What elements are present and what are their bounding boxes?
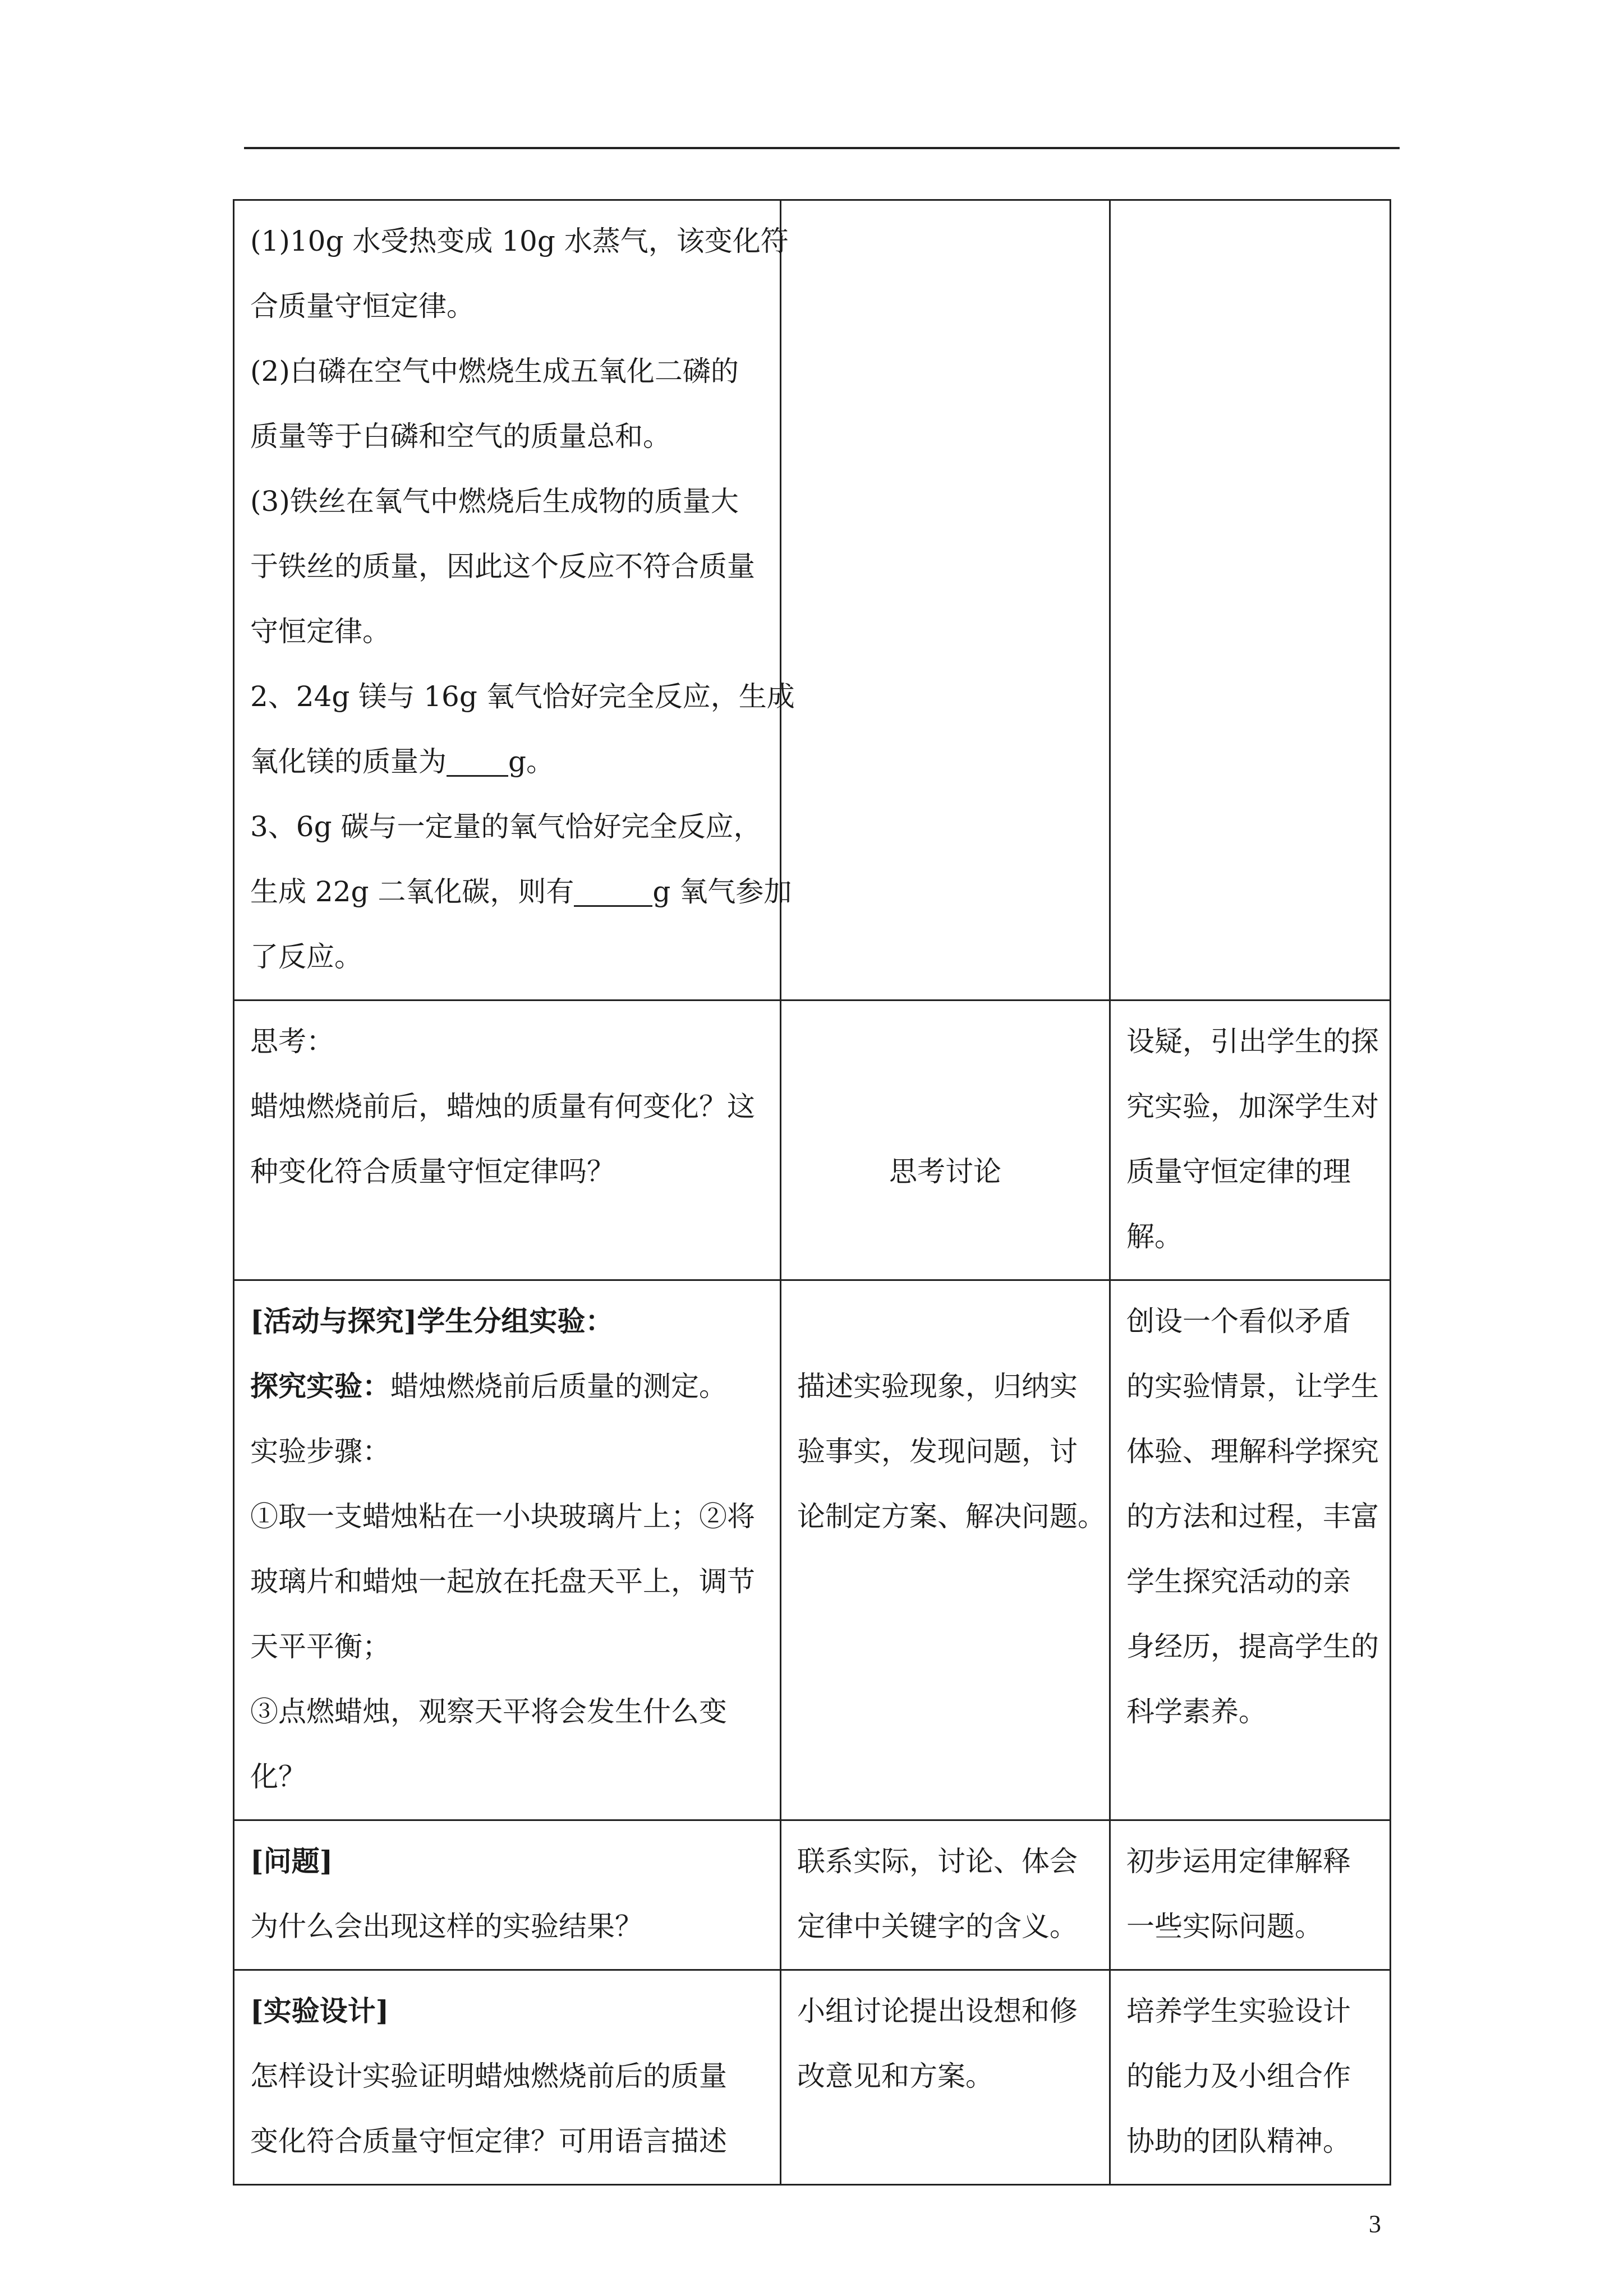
fill-in-prefix: 生成 22g 二氧化碳，则有 bbox=[250, 875, 574, 908]
cell-line: 小组讨论提出设想和修 bbox=[797, 1995, 1078, 2027]
section-heading: [活动与探究]学生分组实验： bbox=[250, 1304, 614, 1338]
content-cell bbox=[234, 1280, 781, 1820]
exercise-line: 于铁丝的质量，因此这个反应不符合质量 bbox=[250, 550, 755, 583]
cell-line: 联系实际，讨论、体会 bbox=[797, 1845, 1078, 1878]
design-intent-cell bbox=[1110, 1970, 1391, 2185]
section-heading: [实验设计] bbox=[250, 1994, 389, 2027]
cell-line: 变化符合质量守恒定律？可用语言描述 bbox=[250, 2125, 727, 2157]
table-row bbox=[234, 1001, 1391, 1280]
table-row bbox=[234, 1820, 1391, 1970]
cell-line: 怎样设计实验证明蜡烛燃烧前后的质量 bbox=[250, 2060, 727, 2092]
exercise-line: 守恒定律。 bbox=[250, 615, 390, 648]
cell-line: 解。 bbox=[1126, 1220, 1183, 1253]
experiment-title: 蜡烛燃烧前后质量的测定。 bbox=[390, 1370, 727, 1403]
table-row bbox=[234, 1970, 1391, 2185]
exercise-line: (2)白磷在空气中燃烧生成五氧化二磷的 bbox=[250, 355, 739, 388]
cell-line: 种变化符合质量守恒定律吗？ bbox=[250, 1155, 615, 1188]
empty-cell bbox=[781, 200, 1110, 1001]
cell-line: ③点燃蜡烛，观察天平将会发生什么变 bbox=[250, 1695, 727, 1728]
cell-line: 究实验，加深学生对 bbox=[1126, 1090, 1379, 1123]
cell-line: 科学素养。 bbox=[1126, 1695, 1267, 1728]
cell-line: 化？ bbox=[250, 1760, 306, 1793]
content-cell bbox=[234, 1970, 781, 2185]
cell-line: 定律中关键字的含义。 bbox=[797, 1910, 1078, 1943]
exercise-line: 合质量守恒定律。 bbox=[250, 290, 475, 322]
cell-line: 的方法和过程，丰富 bbox=[1126, 1500, 1379, 1533]
experiment-label: 探究实验： bbox=[250, 1370, 390, 1403]
cell-line: 论制定方案、解决问题。 bbox=[797, 1500, 1106, 1533]
exercise-line: 2、24g 镁与 16g 氧气恰好完全反应，生成 bbox=[250, 680, 795, 713]
student-activity-cell bbox=[781, 1280, 1110, 1820]
exercise-line: (3)铁丝在氧气中燃烧后生成物的质量大 bbox=[250, 485, 739, 518]
cell-line: ①取一支蜡烛粘在一小块玻璃片上；②将 bbox=[250, 1500, 755, 1533]
cell-line: 初步运用定律解释 bbox=[1126, 1845, 1351, 1878]
cell-line: 实验步骤： bbox=[250, 1435, 390, 1468]
design-intent-cell bbox=[1110, 1820, 1391, 1970]
cell-line bbox=[250, 1354, 764, 1419]
cell-line: 为什么会出现这样的实验结果？ bbox=[250, 1910, 643, 1943]
cell-line: 体验、理解科学探究 bbox=[1126, 1435, 1379, 1468]
answer-blank bbox=[447, 747, 508, 777]
student-activity-cell bbox=[781, 1820, 1110, 1970]
cell-line: 身经历，提高学生的 bbox=[1126, 1630, 1379, 1663]
exercise-line: 了反应。 bbox=[250, 940, 362, 973]
content-cell bbox=[234, 1001, 781, 1280]
fill-in-suffix: g。 bbox=[508, 745, 555, 778]
cell-line: 描述实验现象，归纳实 bbox=[797, 1370, 1078, 1403]
lesson-plan-table bbox=[233, 199, 1391, 2186]
cell-line: 思考： bbox=[250, 1025, 334, 1058]
student-activity-cell bbox=[781, 1970, 1110, 2185]
exercise-line: 3、6g 碳与一定量的氧气恰好完全反应， bbox=[250, 810, 762, 843]
fill-in-suffix: g 氧气参加 bbox=[652, 875, 792, 908]
exercise-line: 质量等于白磷和空气的质量总和。 bbox=[250, 420, 671, 453]
section-heading: [问题] bbox=[250, 1845, 333, 1878]
cell-line: 的能力及小组合作 bbox=[1126, 2060, 1351, 2092]
cell-line: 创设一个看似矛盾 bbox=[1126, 1305, 1351, 1338]
student-activity-cell bbox=[781, 1001, 1110, 1280]
empty-cell bbox=[1110, 200, 1391, 1001]
cell-line: 改意见和方案。 bbox=[797, 2060, 993, 2092]
cell-line: 质量守恒定律的理 bbox=[1126, 1155, 1351, 1188]
fill-in-prefix: 氧化镁的质量为 bbox=[250, 745, 447, 778]
exercise-cell bbox=[234, 200, 795, 1001]
content-cell bbox=[234, 1820, 781, 1970]
cell-line: 设疑，引出学生的探 bbox=[1126, 1025, 1379, 1058]
table-row bbox=[234, 200, 1391, 1001]
cell-line: 协助的团队精神。 bbox=[1126, 2125, 1351, 2157]
design-intent-cell bbox=[1110, 1001, 1391, 1280]
fill-in-line bbox=[250, 729, 764, 794]
cell-line: 的实验情景，让学生 bbox=[1126, 1370, 1379, 1403]
exercise-line: (1)10g 水受热变成 10g 水蒸气，该变化符 bbox=[250, 225, 789, 257]
cell-line: 一些实际问题。 bbox=[1126, 1910, 1323, 1943]
cell-line: 玻璃片和蜡烛一起放在托盘天平上，调节 bbox=[250, 1565, 755, 1598]
cell-line: 学生探究活动的亲 bbox=[1126, 1565, 1351, 1598]
cell-line: 验事实，发现问题，讨 bbox=[797, 1435, 1078, 1468]
fill-in-line bbox=[250, 859, 792, 924]
design-intent-cell bbox=[1110, 1280, 1391, 1820]
table-row bbox=[234, 1280, 1391, 1820]
header-rule bbox=[244, 147, 1400, 149]
cell-line: 蜡烛燃烧前后，蜡烛的质量有何变化？这 bbox=[250, 1090, 755, 1123]
answer-blank bbox=[574, 877, 652, 907]
cell-line: 培养学生实验设计 bbox=[1126, 1995, 1351, 2027]
cell-line: 天平平衡； bbox=[250, 1630, 390, 1663]
page-number: 3 bbox=[1369, 2210, 1381, 2238]
cell-line: 思考讨论 bbox=[889, 1155, 1001, 1188]
